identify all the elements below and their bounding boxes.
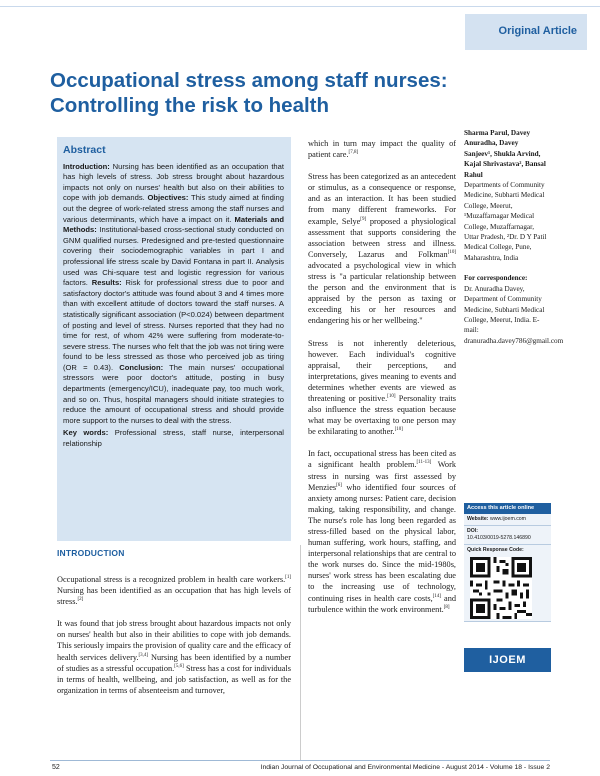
keywords <box>63 428 284 449</box>
introduction-heading: INTRODUCTION <box>57 548 125 558</box>
citation[interactable]: [6] <box>336 482 342 488</box>
col2-p3-text-b: Work stress in nursing was first assessed by Menzies <box>308 460 456 492</box>
article-title <box>50 68 550 118</box>
affiliations: Departments of Community Medicine, Subharti Medical College, Meerut, ¹Muzaffarnagar Medical College, Muzaffarnagar, Uttar Pradesh, ²Dr. D Y Patil Medical College, Pune, Maharashtra, India <box>464 181 547 262</box>
correspondence-heading: For correspondence: <box>464 274 528 283</box>
access-heading: Access this article online <box>464 503 551 514</box>
citation[interactable]: [2] <box>77 597 84 603</box>
intro-p2-text-a: It was found that job stress brought about hazardous impacts not only on nurses' health but also in their abilities to cope with job demands. This seriously impairs the provision of quality care and the efficacy of health services delivery. <box>57 619 291 662</box>
access-online-box <box>464 503 551 763</box>
citation[interactable]: [1] <box>285 575 291 581</box>
qr-row <box>464 545 551 622</box>
col2-p2-text-b: Personality traits also influence the stress equation because what may be overtaxing to one person may be exhilarating to another. <box>308 393 456 437</box>
article-type-label: Original Article <box>498 25 577 37</box>
abstract-box <box>57 137 291 541</box>
author-sidebar <box>464 128 564 346</box>
citation[interactable]: [3,4] <box>138 652 149 658</box>
conclusion-text: The main nurses' occupational stressors were poor doctor's attitude, posting in busy departments (emergency/ICU), inadequate pay, too much work, and so on. Thus, hospital managers should initiate strategies to reduce the amount of occupational stress and should provide more support to the nurses to deal with the stress. <box>63 362 284 425</box>
objectives-label: Objectives: <box>147 193 189 203</box>
citation[interactable]: [8] <box>443 604 450 610</box>
column-divider <box>300 545 301 760</box>
journal-logo: IJOEM <box>464 648 551 672</box>
col2-p2-text-a: Stress is not inherently deleterious, however. Each individual's cognitive appraisal, their perceptions, and interpretations, gives meaning to events and determines whether events are viewed as threatening or positive. <box>308 338 456 403</box>
page-number: 52 <box>52 764 60 771</box>
keywords-label: Key words: <box>63 428 109 438</box>
col2-paragraph-0 <box>308 138 456 160</box>
methods-label: Materials and Methods: <box>63 214 284 235</box>
body-column-1 <box>57 574 291 707</box>
abstract-body <box>63 162 284 427</box>
citation[interactable]: [14] <box>432 593 442 599</box>
objectives-text: This study aimed at finding out the degree of work-related stress among the staff nurses and various determinants, which have a impact on it. <box>63 193 284 224</box>
col2-p1-text-a: Stress has been categorized as an antecedent or stimulus, as a consequence or response, and as an interaction. It has been studied from many different frameworks. For example, Selye <box>308 172 456 226</box>
abstract-heading: Abstract <box>63 144 106 156</box>
website-value[interactable]: www.ijoem.com <box>488 516 527 522</box>
col2-p3-text-c: who identified four sources of anxiety among nurses: Patient care, decision making, taking responsibility, and change. The nurse's role has long been regarded as stress-filled based on the physical labor, human suffering, work hours, staffing, and interpersonal relationships that are central to the work nurses do. Since the mid-1980s, nurses' work stress has been escalating due to the increasing use of technology, continuing rises in health care costs, <box>308 482 456 603</box>
citation[interactable]: [11-13] <box>416 460 432 466</box>
intro-label: Introduction: <box>63 161 110 171</box>
intro-p2-text-b: Nursing has been identified by a number of studies as a stressful occupation. <box>57 652 291 673</box>
citation[interactable]: [10] <box>394 427 403 433</box>
journal-citation: Indian Journal of Occupational and Environmental Medicine - August 2014 - Volume 18 - Issue 2 <box>260 764 550 771</box>
methods-text: Institutional-based cross-sectional study conducted on GNM qualified nurses. Predesigned and pre-tested questionnaire covering their sociodemographic variables in part I and professional life stress scale by David Fontana in part II. Analysis used was Chi-square test and logistic regression for various factors. <box>63 225 284 288</box>
body-column-2 <box>308 138 456 626</box>
doi-label: DOI: <box>467 528 478 534</box>
citation[interactable]: [7,8] <box>348 150 359 156</box>
col2-paragraph-3 <box>308 448 456 614</box>
results-label: Results: <box>91 278 122 288</box>
qr-label: Quick Response Code: <box>467 547 524 553</box>
intro-text: Nursing has been identified as an occupation that has high levels of stress. Job stress brought about hazardous impacts not only on nurses' health but also on their abilities to cope with job demands. <box>63 161 284 203</box>
col2-p0-text: which in turn may impact the quality of patient care. <box>308 139 456 160</box>
article-type-badge <box>465 14 587 50</box>
website-label: Website: <box>467 516 489 522</box>
col2-paragraph-1 <box>308 171 456 326</box>
citation[interactable]: [10] <box>447 250 456 256</box>
citation[interactable]: [9] <box>360 216 367 222</box>
doi-value[interactable]: 10.4103/0019-5278.146890 <box>467 535 531 541</box>
citation[interactable]: [10] <box>387 394 396 400</box>
col2-p3-text-a: In fact, occupational stress has been cited as a significant health problem. <box>308 449 456 470</box>
doi-row <box>464 526 551 545</box>
intro-p1-text-b: Nursing has been identified as an occupation that has high levels of stress. <box>57 586 291 607</box>
intro-paragraph-2 <box>57 618 291 696</box>
correspondence-text: Dr. Anuradha Davey, Department of Community Medicine, Subharti Medical College, Meerut, India. E-mail: dranuradha.davey786@gmail.com <box>464 284 564 345</box>
col2-paragraph-2 <box>308 338 456 438</box>
qr-code-icon[interactable] <box>470 557 532 619</box>
title-line-1: Occupational stress among staff nurses: <box>50 69 448 92</box>
website-row[interactable] <box>464 514 551 526</box>
author-list: Sharma Parul, Davey Anuradha, Davey Sanjeev¹, Shukla Arvind, Kajal Shrivastava², Bansal Rahul <box>464 129 546 179</box>
col2-p3-text-d: and turbulence within the work environment. <box>308 593 456 614</box>
results-text: Risk for professional stress due to poor and satisfactory doctor's attitude was found about 3 and 4 times more than with excellent attitude of doctors toward the staff nurses. A statistically significant association (P<0.024) between department of posting and level of stress. Nurses reported that they had no time for rest, of whom 42% were suffering from moderate-to-severe stress. The nurses who felt that the job was not tiring were found to be less stressed as those who perceived job as tiring (OR = 0.43). <box>63 278 285 372</box>
keywords-text: Professional stress, staff nurse, interpersonal relationship <box>63 428 284 449</box>
col2-p1-text-c: advocated a psychological view in which stress is "a particular relationship between the person and the environment that is appraised by the person as taxing or exceeding his or her resources and endangering his or her wellbeing." <box>308 260 456 326</box>
intro-p2-text-c: Stress has a cost for individuals in terms of health, wellbeing, and job satisfaction, as well as for the organization in terms of absenteeism and turnover, <box>57 663 291 695</box>
top-rule <box>0 6 600 7</box>
col2-p1-text-b: proposed a physiological assessment that supports considering the association between stress and illness. Conversely, Lazarus and Folkman <box>308 216 456 259</box>
title-line-2: Controlling the risk to health <box>50 94 330 117</box>
footer-rule <box>50 760 550 761</box>
intro-p1-text-a: Occupational stress is a recognized problem in health care workers. <box>57 575 286 584</box>
intro-paragraph-1 <box>57 574 291 607</box>
conclusion-label: Conclusion: <box>119 362 164 372</box>
citation[interactable]: [5,6] <box>174 663 184 669</box>
